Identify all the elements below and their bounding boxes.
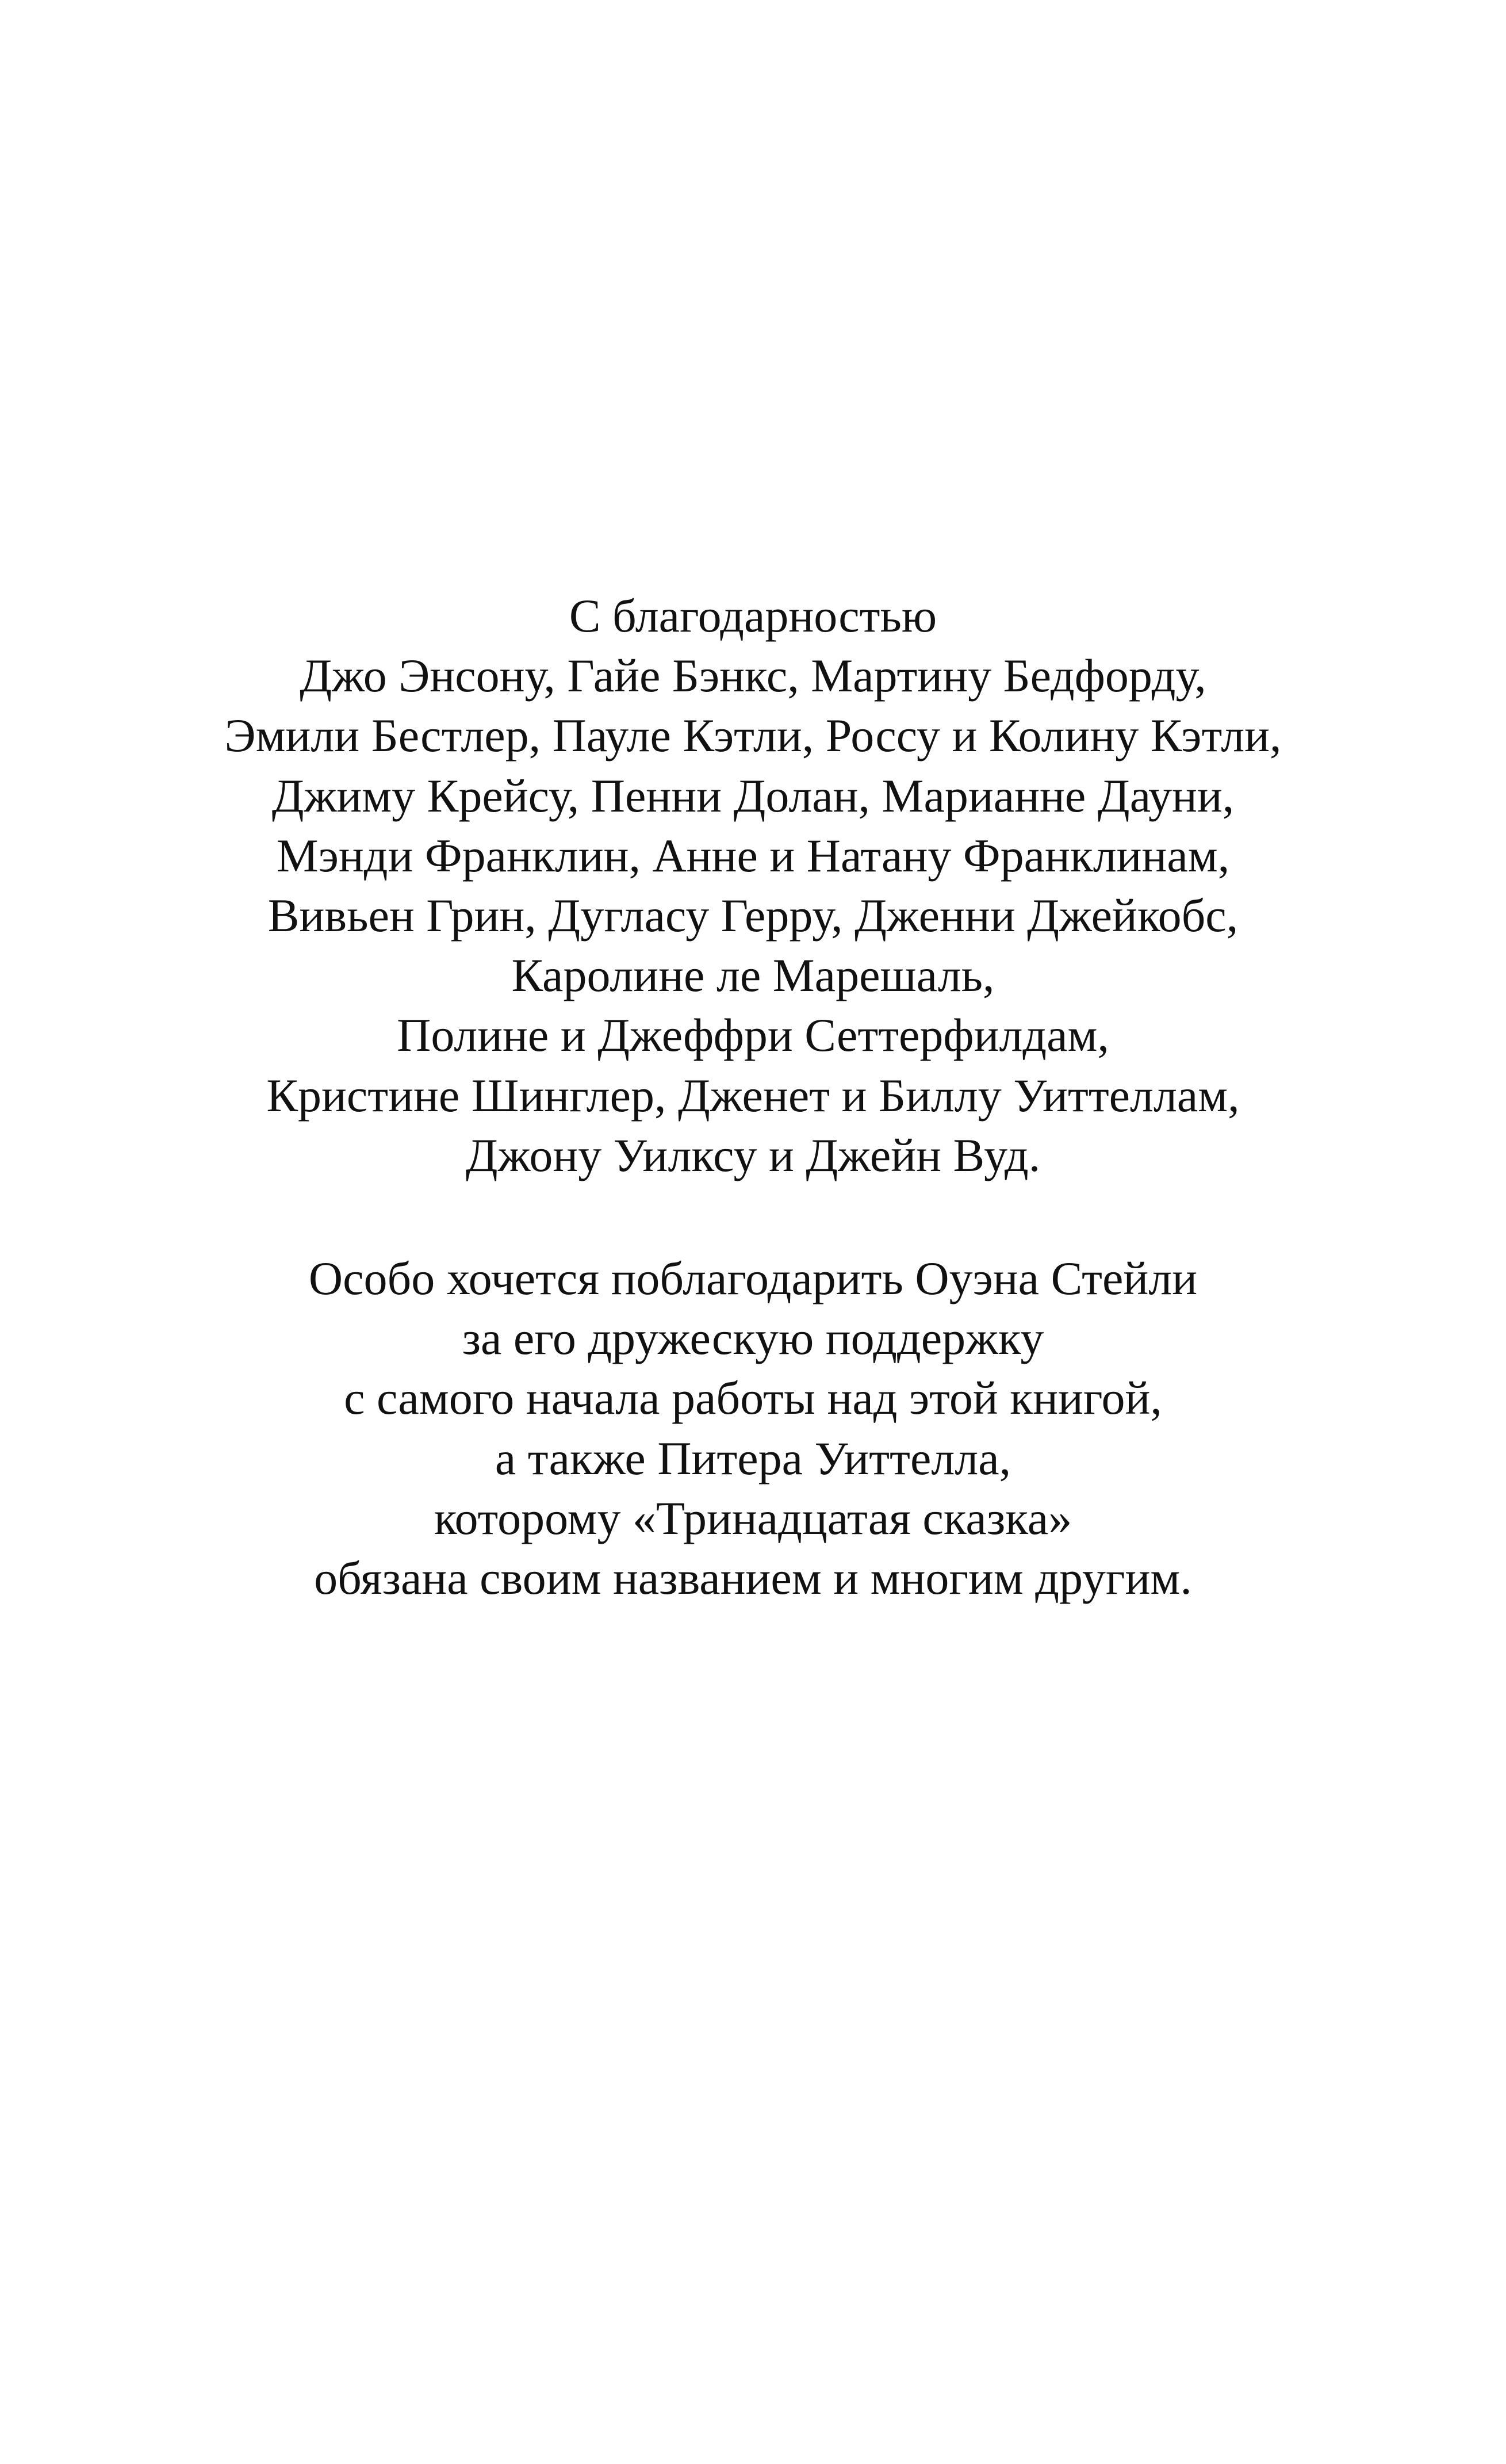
thanks-line: Полине и Джеффри Сеттерфилдам, <box>397 1009 1109 1062</box>
thanks-line: Джо Энсону, Гайе Бэнкс, Мартину Бедфорду, <box>300 649 1206 702</box>
thanks-line: Кристине Шинглер, Дженет и Биллу Уиттеллам, <box>266 1069 1240 1122</box>
thanks-line: Вивьен Грин, Дугласу Герру, Дженни Джейкобс, <box>267 889 1239 942</box>
special-line: с самого начала работы над этой книгой, <box>344 1372 1162 1425</box>
acknowledgements-special-paragraph <box>0 1249 1506 1608</box>
thanks-line: Джону Уилксу и Джейн Вуд. <box>465 1128 1041 1181</box>
special-line: которому «Тринадцатая сказка» <box>434 1491 1072 1544</box>
thanks-line: Каролине ле Марешаль, <box>511 949 995 1002</box>
special-line: за его дружескую поддержку <box>462 1312 1044 1365</box>
special-line: Особо хочется поблагодарить Оуэна Стейли <box>308 1252 1198 1304</box>
thanks-line: Джиму Крейсу, Пенни Долан, Марианне Дауни, <box>271 769 1235 822</box>
thanks-line: Эмили Бестлер, Пауле Кэтли, Россу и Колину Кэтли, <box>224 709 1282 762</box>
acknowledgements-thanks-paragraph <box>0 586 1506 1185</box>
thanks-line: Мэнди Франклин, Анне и Натану Франклинам, <box>276 829 1230 882</box>
special-line: обязана своим названием и многим другим. <box>314 1552 1192 1605</box>
thanks-heading-line: С благодарностью <box>569 590 937 642</box>
special-line: а также Питера Уиттелла, <box>495 1432 1011 1484</box>
